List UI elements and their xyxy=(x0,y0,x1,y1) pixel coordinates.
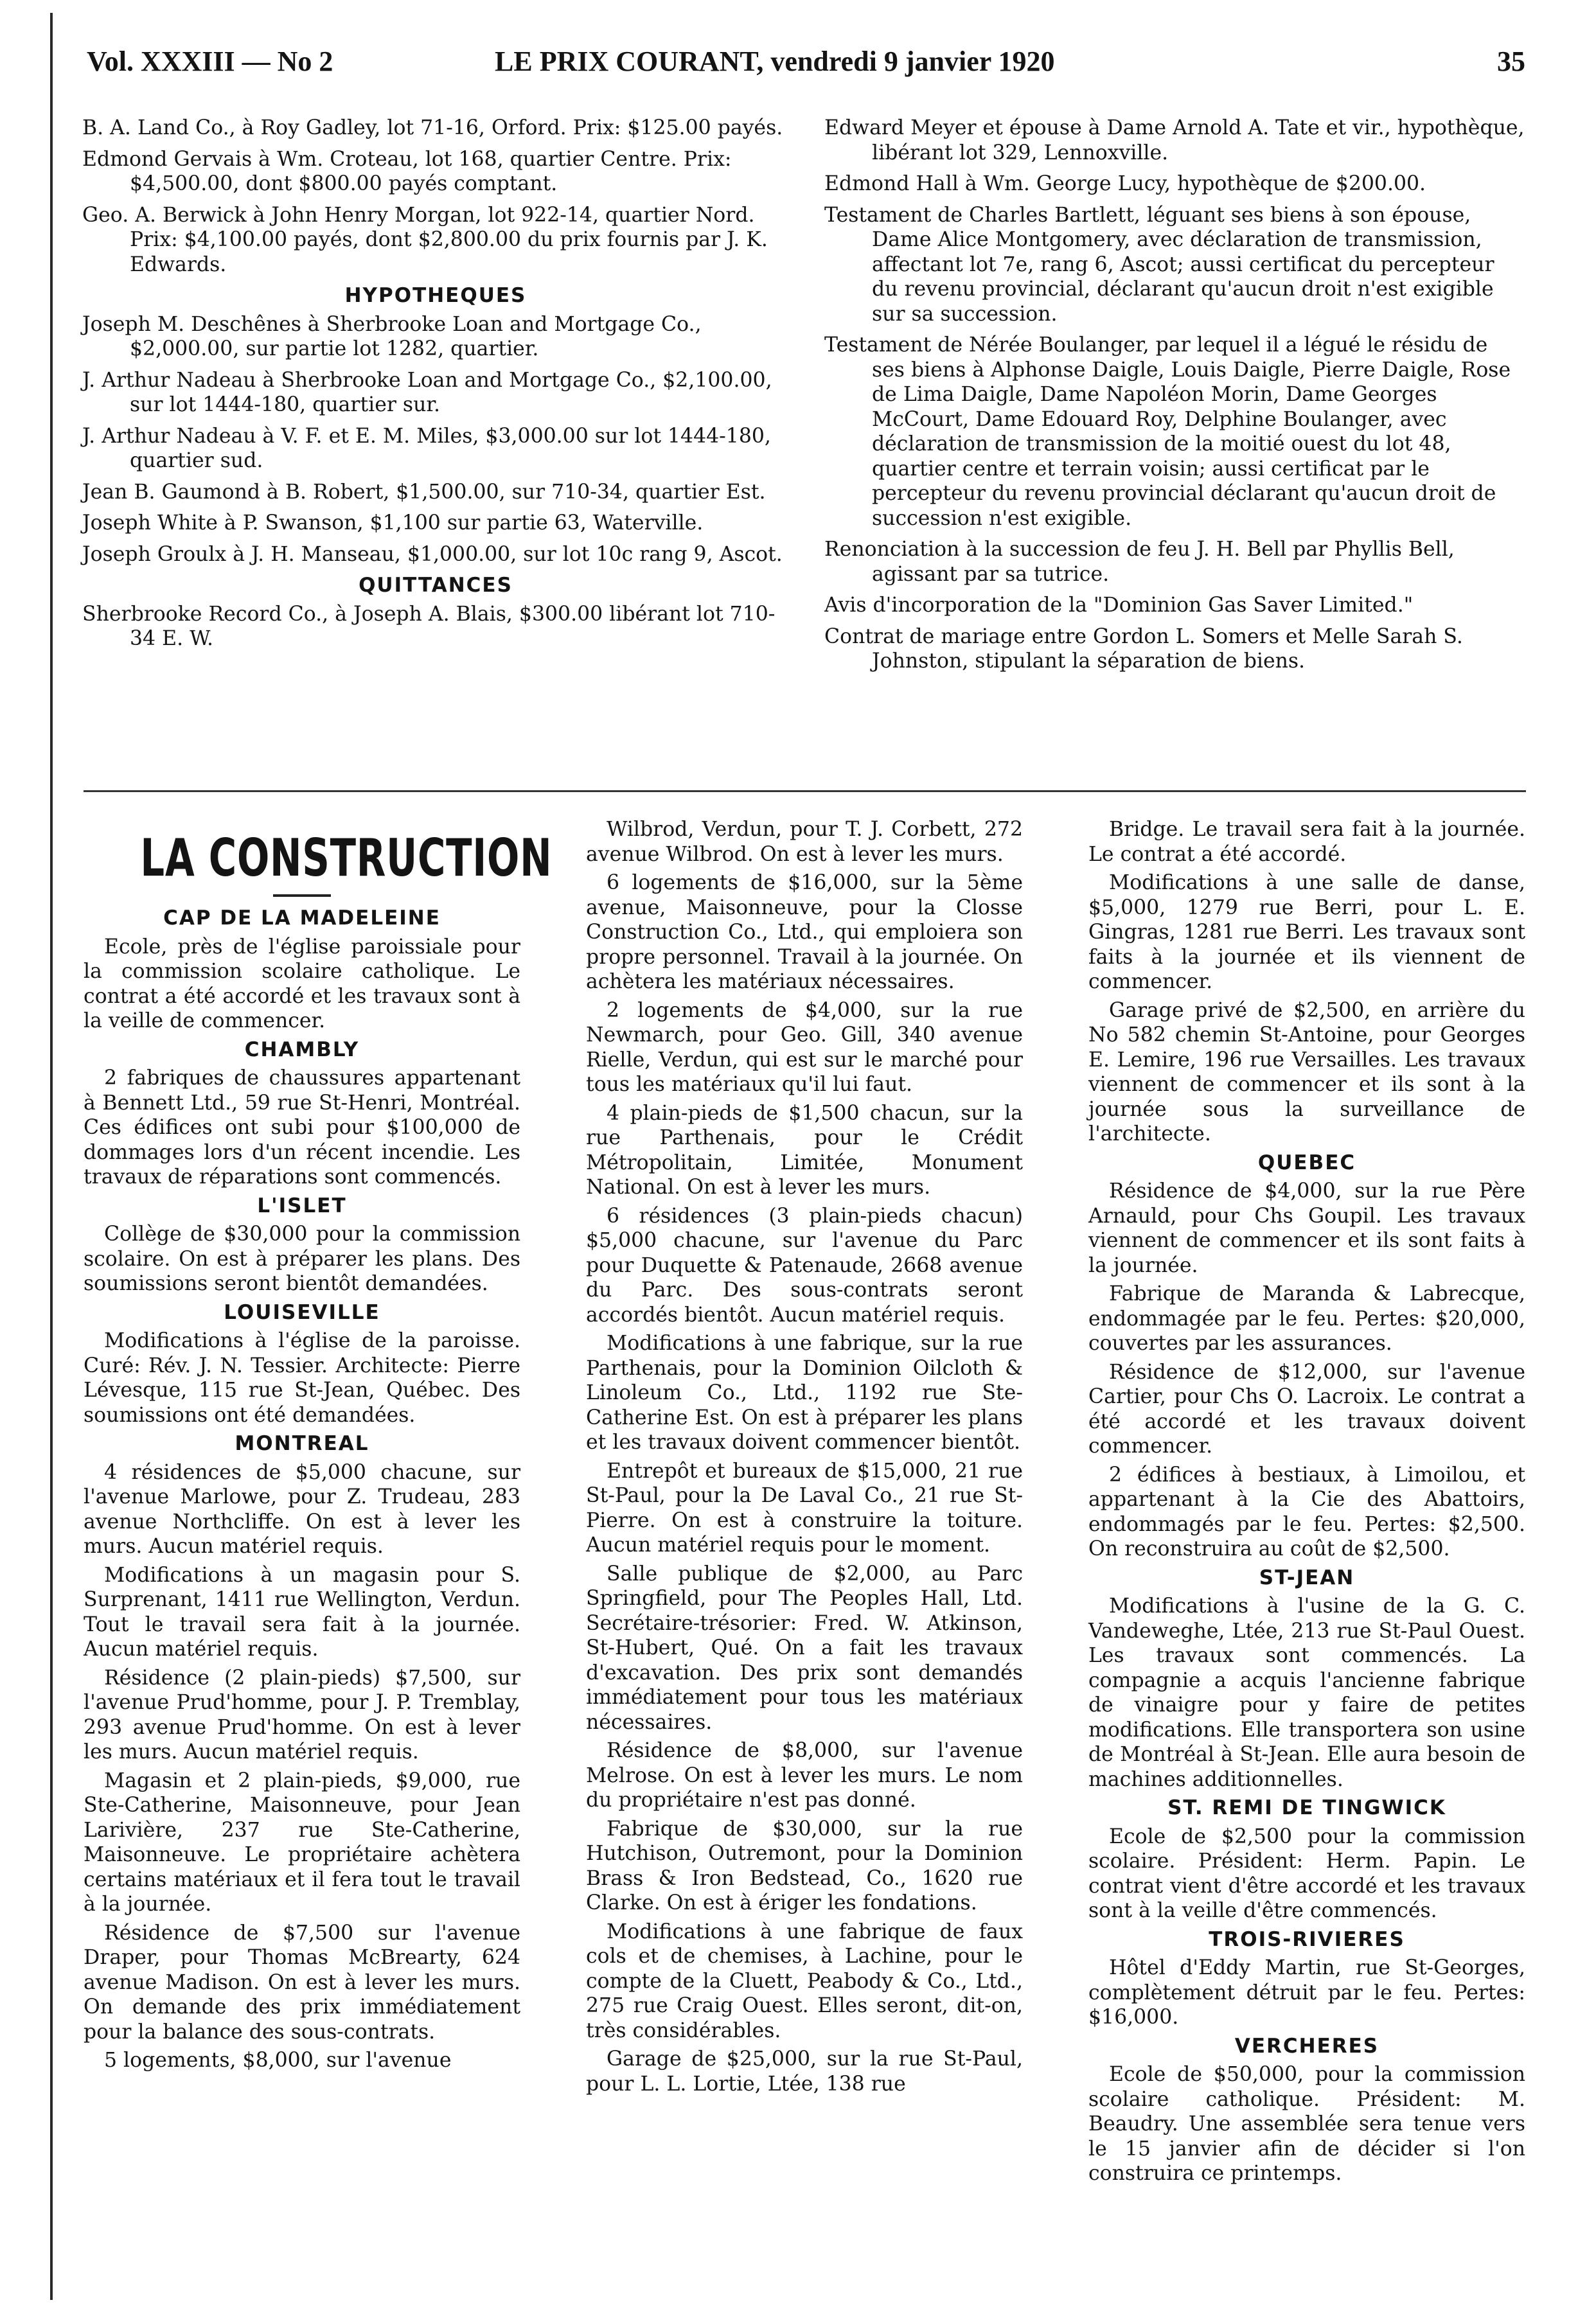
section-heading-quebec: QUEBEC xyxy=(1257,1151,1356,1174)
entry: Modifications à un magasin pour S. Surprenant, 1411 rue Wellington, Verdun. Tout le travail sera fait à la journée. Aucun matériel requis. xyxy=(84,1563,520,1661)
section-divider xyxy=(84,790,1526,792)
page-edge-line xyxy=(50,13,53,2300)
entry: Bridge. Le travail sera fait à la journée. Le contrat a été accordé. xyxy=(1088,818,1525,866)
sales-list xyxy=(82,116,789,277)
entry: Wilbrod, Verdun, pour T. J. Corbett, 272 avenue Wilbrod. On est à lever les murs. xyxy=(586,818,1023,866)
entry: Edmond Gervais à Wm. Croteau, lot 168, quartier Centre. Prix: $4,500.00, dont $800.00 payés comptant. xyxy=(82,147,732,195)
construction-column-3 xyxy=(1088,817,1525,2190)
section-heading-hypotheques: HYPOTHEQUES xyxy=(344,284,527,307)
section-heading-st-jean: ST-JEAN xyxy=(1259,1566,1355,1589)
entry: Avis d'incorporation de la "Dominion Gas Saver Limited." xyxy=(824,594,1414,617)
section-heading-trois-rivieres: TROIS-RIVIERES xyxy=(1209,1927,1405,1951)
entry: 2 logements de $4,000, sur la rue Newmarch, pour Geo. Gill, 340 avenue Rielle, Verdun, qui est sur le marché pour tous les matériaux qu'il lui faut. xyxy=(586,998,1023,1096)
entry: 6 résidences (3 plain-pieds chacun) $5,000 chacune, sur l'avenue du Parc pour Duquette & Patenaude, 2668 avenue du Parc. Des sous-contrats seront accordés bientôt. Aucun matériel requis. xyxy=(586,1204,1023,1327)
entry: Hôtel d'Eddy Martin, rue St-Georges, complètement détruit par le feu. Pertes: $16,000. xyxy=(1088,1956,1525,2029)
top-left-column xyxy=(82,116,789,658)
entry: Modifications à l'église de la paroisse. Curé: Rév. J. N. Tessier. Architecte: Pierre Lévesque, 115 rue St-Jean, Québec. Des soumissions ont été demandées. xyxy=(84,1329,520,1427)
entry: Modifications à une fabrique, sur la rue Parthenais, pour la Dominion Oilcloth & Linoleum Co., Ltd., 1192 rue Ste-Catherine Est. On est à préparer les plans et les travaux doivent commencer bientôt. xyxy=(586,1332,1023,1454)
entry: Collège de $30,000 pour la commission scolaire. On est à préparer les plans. Des soumissions seront bientôt demandées. xyxy=(84,1223,520,1295)
entry: Résidence de $4,000, sur la rue Père Arnauld, pour Chs Goupil. Les travaux viennent de commencer et ils sont faits à la journée. xyxy=(1088,1180,1525,1277)
entry: Entrepôt et bureaux de $15,000, 21 rue St-Paul, pour la De Laval Co., 21 rue St-Pierre. On est à construire la toiture. Aucun matériel requis pour le moment. xyxy=(586,1459,1023,1557)
section-heading-louiseville: LOUISEVILLE xyxy=(224,1300,380,1324)
section-heading-st-remi-de-tingwick: ST. REMI DE TINGWICK xyxy=(1167,1796,1446,1819)
entry: Résidence de $8,000, sur l'avenue Melrose. On est à lever les murs. Le nom du propriétaire n'est pas donné. xyxy=(586,1739,1023,1812)
construction-column-2 xyxy=(586,817,1023,2100)
entry: Résidence de $7,500 sur l'avenue Draper, pour Thomas McBrearty, 624 avenue Madison. On est à lever les murs. On demande des prix immédiatement pour la balance des sous-contrats. xyxy=(84,1921,520,2044)
section-heading-quittances: QUITTANCES xyxy=(359,574,513,597)
entry: Geo. A. Berwick à John Henry Morgan, lot 922-14, quartier Nord. Prix: $4,100.00 payés, dont $2,800.00 du prix fournis par J. K. Edwards. xyxy=(82,203,768,276)
entry: B. A. Land Co., à Roy Gadley, lot 71-16, Orford. Prix: $125.00 payés. xyxy=(82,116,783,139)
entry: Sherbrooke Record Co., à Joseph A. Blais, $300.00 libérant lot 710-34 E. W. xyxy=(82,602,776,650)
entry: Résidence (2 plain-pieds) $7,500, sur l'avenue Prud'homme, pour J. P. Tremblay, 293 avenue Prud'homme. On est à lever les murs. Aucun matériel requis. xyxy=(84,1666,520,1764)
entry: 2 édifices à bestiaux, à Limoilou, et appartenant à la Cie des Abattoirs, endommagés par le feu. Pertes: $2,500. On reconstruira au coût de $2,500. xyxy=(1088,1463,1525,1560)
entry: Testament de Nérée Boulanger, par lequel il a légué le résidu de ses biens à Alphonse Daigle, Louis Daigle, Pierre Daigle, Rose de Lima Daigle, Dame Napoléon Morin, Dame Georges McCourt, Dame Edouard Roy, Delphine Boulanger, avec déclaration de transmission de la moitié ouest du lot 48, quartier centre et terrain voisin; aussi certificat par le percepteur du revenu provincial déclarant qu'aucun droit de succession n'est exigible. xyxy=(824,333,1511,530)
entry: Fabrique de $30,000, sur la rue Hutchison, Outremont, pour la Dominion Brass & Iron Bedstead, Co., 1620 rue Clarke. On est à ériger les fondations. xyxy=(586,1817,1023,1914)
entry: J. Arthur Nadeau à V. F. et E. M. Miles, $3,000.00 sur lot 1444-180, quartier sud. xyxy=(82,424,771,472)
entry: Fabrique de Maranda & Labrecque, endommagée par le feu. Pertes: $20,000, couvertes par les assurances. xyxy=(1088,1282,1525,1355)
entry: Magasin et 2 plain-pieds, $9,000, rue Ste-Catherine, Maisonneuve, pour Jean Larivière, 237 rue Ste-Catherine, Maisonneuve. Le propriétaire achètera certains matériaux et il fera tout le travail à la journée. xyxy=(84,1769,520,1916)
entry: 2 fabriques de chaussures appartenant à Bennett Ltd., 59 rue St-Henri, Montréal. Ces édifices ont subi pour $100,000 de dommages lors d'un récent incendie. Les travaux de réparations sont commencés. xyxy=(84,1066,520,1189)
section-heading-vercheres: VERCHERES xyxy=(1234,2034,1379,2058)
entry: 4 résidences de $5,000 chacune, sur l'avenue Marlowe, pour Z. Trudeau, 283 avenue Northcliffe. On est à lever les murs. Aucun matériel requis. xyxy=(84,1460,520,1558)
entry: Garage de $25,000, sur la rue St-Paul, pour L. L. Lortie, Ltée, 138 rue xyxy=(586,2047,1023,2096)
entry: Renonciation à la succession de feu J. H. Bell par Phyllis Bell, agissant par sa tutrice. xyxy=(824,538,1455,586)
entry: Ecole de $2,500 pour la commission scolaire. Président: Herm. Papin. Le contrat vient d'être accordé et les travaux sont à la veille d'être commencés. xyxy=(1088,1825,1525,1922)
hypotheques-list xyxy=(82,312,789,567)
title-underline xyxy=(273,894,331,897)
section-heading-chambly: CHAMBLY xyxy=(244,1038,360,1061)
entry: 5 logements, $8,000, sur l'avenue xyxy=(104,2049,452,2072)
page-number: 35 xyxy=(1497,46,1525,77)
section-heading-cap-de-la-madeleine: CAP DE LA MADELEINE xyxy=(163,906,441,930)
top-right-column xyxy=(824,116,1525,680)
entry: Edward Meyer et épouse à Dame Arnold A. Tate et vir., hypothèque, libérant lot 329, Lennoxville. xyxy=(824,116,1525,164)
quittances-list xyxy=(82,602,789,651)
entry: Garage privé de $2,500, en arrière du No 582 chemin St-Antoine, pour Georges E. Lemire, 196 rue Versailles. Les travaux viennent de commencer et ils sont à la journée sous la surveillance de l'architecte. xyxy=(1088,998,1525,1145)
section-heading-lislet: L'ISLET xyxy=(257,1194,347,1217)
entry: J. Arthur Nadeau à Sherbrooke Loan and Mortgage Co., $2,100.00, sur lot 1444-180, quartier sur. xyxy=(82,368,772,416)
section-heading-montreal: MONTREAL xyxy=(235,1432,369,1455)
entry: Ecole de $50,000, pour la commission scolaire catholique. Président: M. Beaudry. Une assemblée sera tenue vers le 15 janvier afin de décider si l'on construira ce printemps. xyxy=(1088,2063,1525,2185)
entry: Joseph Groulx à J. H. Manseau, $1,000.00, sur lot 10c rang 9, Ascot. xyxy=(82,542,783,566)
entry: Testament de Charles Bartlett, léguant ses biens à son épouse, Dame Alice Montgomery, avec déclaration de transmission, affectant lot 7e, rang 6, Ascot; aussi certificat du percepteur du revenu provincial, déclarant qu'aucun droit n'est exigible sur sa succession. xyxy=(824,203,1494,326)
entry: Résidence de $12,000, sur l'avenue Cartier, pour Chs O. Lacroix. Le contrat a été accordé et les travaux doivent commencer. xyxy=(1088,1360,1525,1458)
entry: 6 logements de $16,000, sur la 5ème avenue, Maisonneuve, pour la Closse Construction Co., Ltd., qui emploiera son propre personnel. Travail à la journée. On achètera les matériaux nécessaires. xyxy=(586,871,1023,993)
masthead-date: LE PRIX COURANT, vendredi 9 janvier 1920 xyxy=(495,46,1055,77)
entry: Modifications à une fabrique de faux cols et de chemises, à Lachine, pour le compte de la Cluett, Peabody & Co., Ltd., 275 rue Craig Ouest. Elles seront, dit-on, très considérables. xyxy=(586,1920,1023,2042)
entry: Ecole, près de l'église paroissiale pour la commission scolaire catholique. Le contrat a été accordé et les travaux sont à la veille de commencer. xyxy=(84,935,520,1032)
entry: 4 plain-pieds de $1,500 chacun, sur la rue Parthenais, pour le Crédit Métropolitain, Limitée, Monument National. On est à lever les murs. xyxy=(586,1101,1023,1199)
volume-number: Vol. XXXIII — No 2 xyxy=(87,46,333,77)
entry: Joseph White à P. Swanson, $1,100 sur partie 63, Waterville. xyxy=(82,511,704,535)
construction-column-1 xyxy=(84,817,553,2077)
construction-title: LA CONSTRUCTION xyxy=(140,828,553,888)
entry: Modifications à l'usine de la G. C. Vandeweghe, Ltée, 213 rue St-Paul Ouest. Les travaux sont commencés. La compagnie a acquis l'ancienne fabrique de vinaigre pour y faire de petites modifications. Elle transportera son usine de Montréal à St-Jean. Elle aura besoin de machines additionnelles. xyxy=(1088,1595,1525,1791)
entry: Salle publique de $2,000, au Parc Springfield, pour The Peoples Hall, Ltd. Secrétaire-trésorier: Fred. W. Atkinson, St-Hubert, Qué. On a fait les travaux d'excavation. Des prix sont demandés immédiatement pour tous les matériaux nécessaires. xyxy=(586,1562,1023,1734)
entry: Modifications à une salle de danse, $5,000, 1279 rue Berri, pour L. E. Gingras, 1281 rue Berri. Les travaux sont faits à la journée et ils viennent de commencer. xyxy=(1088,871,1525,993)
entry: Joseph M. Deschênes à Sherbrooke Loan and Mortgage Co., $2,000.00, sur partie lot 1282, quartier. xyxy=(82,312,702,360)
entry: Contrat de mariage entre Gordon L. Somers et Melle Sarah S. Johnston, stipulant la séparation de biens. xyxy=(824,624,1463,673)
entry: Edmond Hall à Wm. George Lucy, hypothèque de $200.00. xyxy=(824,172,1426,195)
entry: Jean B. Gaumond à B. Robert, $1,500.00, sur 710-34, quartier Est. xyxy=(82,480,766,504)
